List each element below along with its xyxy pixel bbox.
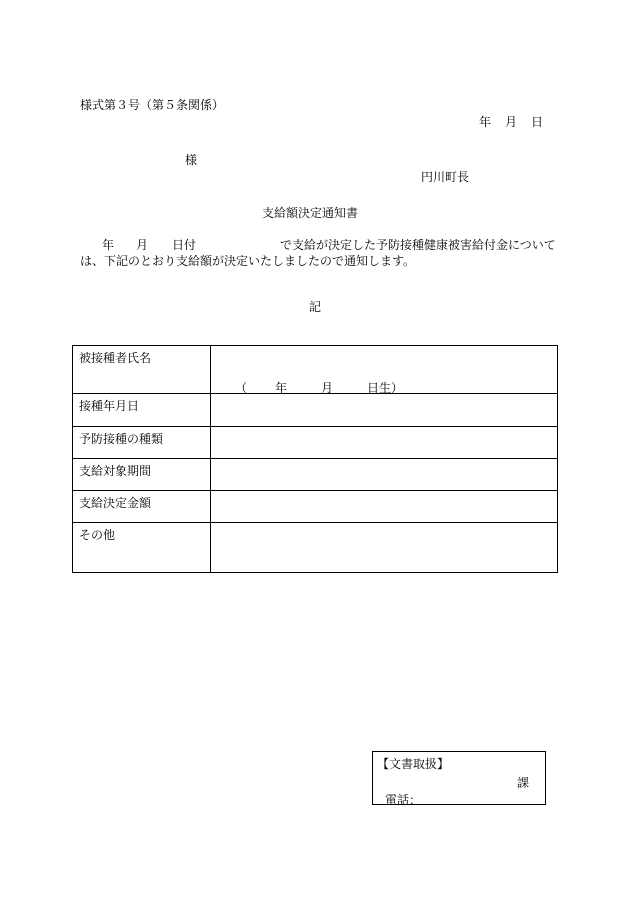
row-value (211, 491, 558, 523)
row-label: 被接種者氏名 (73, 346, 211, 394)
body-line-2: は、下記のとおり支給額が決定いたしましたので通知します。 (80, 254, 416, 268)
body-day-dated: 日付 (172, 238, 197, 252)
row-label: 支給決定金額 (73, 491, 211, 523)
handler-tel: 電話： (385, 793, 422, 807)
issue-date (479, 116, 543, 128)
body-line-1 (80, 237, 560, 253)
body-year: 年 (102, 238, 115, 252)
date-year: 年 (479, 115, 492, 129)
row-label: 予防接種の種類 (73, 427, 211, 459)
addressee-suffix: 様 (185, 153, 198, 167)
birth-open: （ (235, 381, 248, 395)
issuer: 円川町長 (421, 170, 470, 184)
document-title: 支給額決定通知書 (262, 206, 359, 220)
table-row (73, 459, 558, 491)
details-table (72, 345, 558, 573)
row-value (211, 427, 558, 459)
row-value (211, 523, 558, 573)
table-row (73, 394, 558, 427)
document-handler-box (372, 751, 546, 805)
table-row (73, 346, 558, 394)
row-label: 支給対象期間 (73, 459, 211, 491)
table-row (73, 523, 558, 573)
body-month: 月 (136, 238, 149, 252)
birth-month: 月 (321, 381, 334, 395)
form-number: 様式第３号（第５条関係） (80, 98, 225, 112)
birth-day: 日生） (367, 381, 404, 395)
body-line1-rest: で支給が決定した予防接種健康被害給付金について (280, 238, 556, 252)
ki-heading: 記 (309, 300, 322, 314)
body-paragraph (80, 237, 560, 269)
date-month: 月 (505, 115, 518, 129)
table-row (73, 491, 558, 523)
row-label: その他 (73, 523, 211, 573)
row-value (211, 394, 558, 427)
handler-title: 【文書取扱】 (377, 757, 450, 771)
handler-dept: 課 (517, 776, 530, 790)
row-value (211, 459, 558, 491)
birth-year: 年 (275, 381, 288, 395)
table-row (73, 427, 558, 459)
recipient-name-cell (211, 346, 558, 394)
date-day: 日 (531, 115, 544, 129)
row-label: 接種年月日 (73, 394, 211, 427)
